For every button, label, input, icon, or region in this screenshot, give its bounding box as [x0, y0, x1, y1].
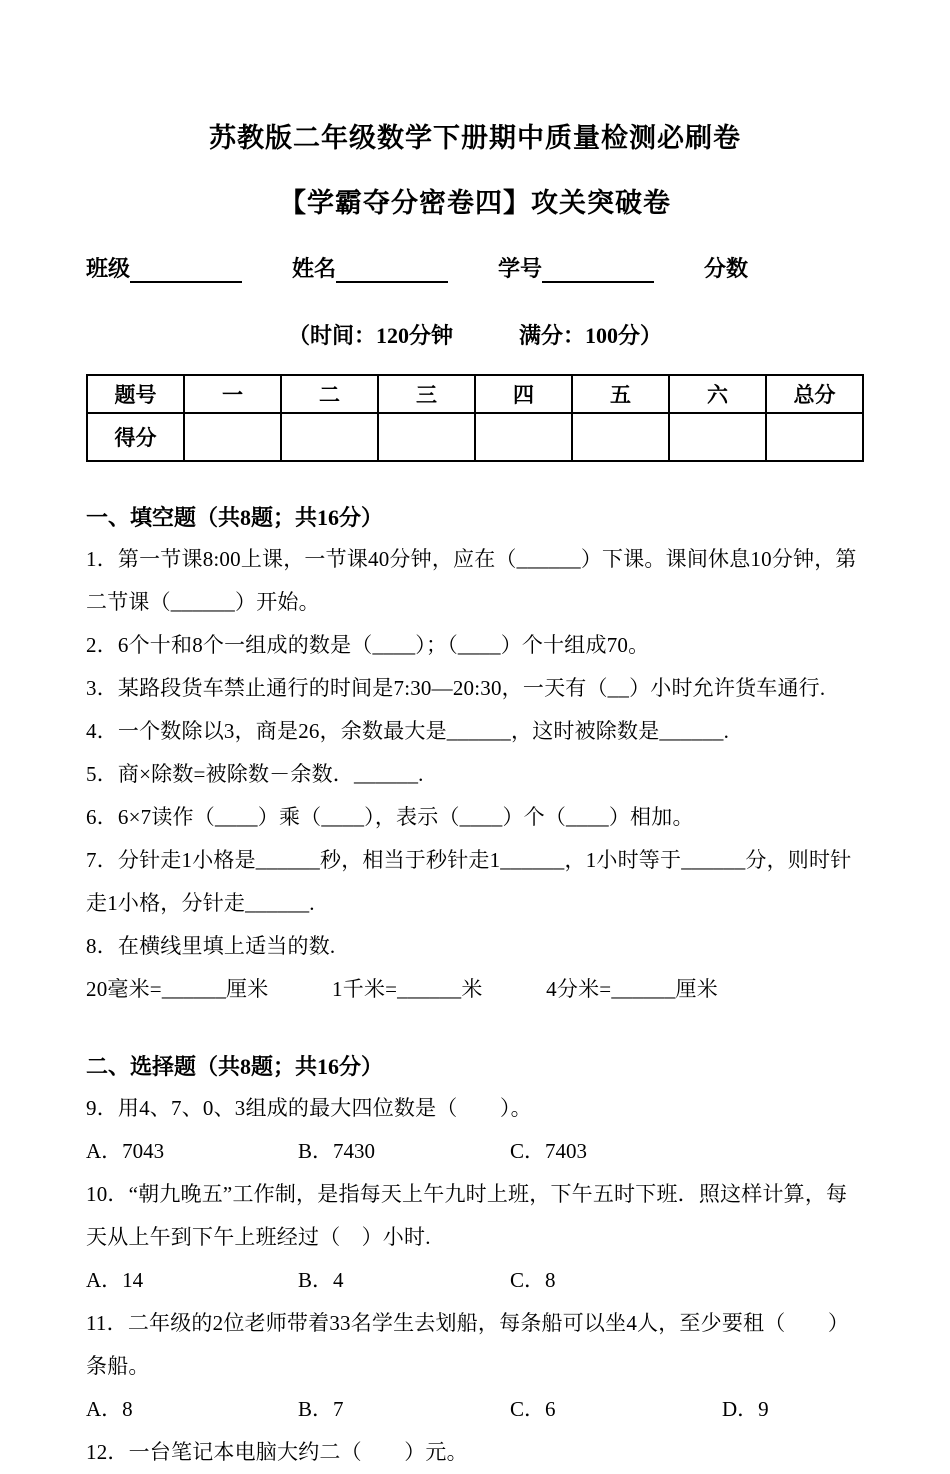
score-table-header-row	[87, 375, 863, 413]
question-text: 6．6×7读作（____）乘（____），表示（____）个（____）相加。	[86, 805, 694, 829]
score-table-score-cell	[475, 413, 572, 461]
option-item: A．14	[86, 1268, 144, 1292]
info-field	[292, 252, 448, 283]
question-text: 11．二年级的2位老师带着33名学生去划船，每条船可以坐4人，至少要租（ ）条船。	[86, 1311, 850, 1378]
score-table	[86, 374, 864, 462]
option-row	[86, 1130, 864, 1173]
section-title: 一、填空题（共8题；共16分）	[86, 505, 384, 530]
option-item: B．7430	[298, 1139, 376, 1163]
info-field-label: 班级	[86, 256, 131, 281]
score-table-header-cell: 五	[572, 375, 669, 413]
score-table-header-cell: 三	[378, 375, 475, 413]
info-field	[498, 252, 654, 283]
score-table-score-row	[87, 413, 863, 461]
section-title: 二、选择题（共8题；共16分）	[86, 1054, 384, 1079]
question-text: 3．某路段货车禁止通行的时间是7:30—20:30，一天有（__）小时允许货车通行.	[86, 676, 826, 700]
question-text: 2．6个十和8个一组成的数是（____）；（____）个十组成70。	[86, 633, 650, 657]
score-table-header-cell: 题号	[87, 375, 184, 413]
question-text: 20毫米=______厘米 1千米=______米 4分米=______厘米	[86, 977, 718, 1001]
score-table-header-cell: 二	[281, 375, 378, 413]
option-item: C．6	[510, 1397, 556, 1421]
info-field-label: 学号	[498, 256, 543, 281]
score-table-score-cell	[572, 413, 669, 461]
info-field-label: 分数	[704, 256, 749, 281]
option-item: B．4	[298, 1268, 344, 1292]
score-table-score-cell	[378, 413, 475, 461]
score-table-score-cell: 得分	[87, 413, 184, 461]
score-table-score-cell	[184, 413, 281, 461]
exam-title: 苏教版二年级数学下册期中质量检测必刷卷	[209, 123, 741, 153]
score-table-header-cell: 四	[475, 375, 572, 413]
score-table-header-cell: 六	[669, 375, 766, 413]
option-row	[86, 1388, 864, 1431]
option-item: C．7403	[510, 1139, 588, 1163]
option-row	[86, 1259, 864, 1302]
option-item: D．9	[722, 1397, 769, 1421]
info-field	[704, 252, 748, 283]
score-table-score-cell	[669, 413, 766, 461]
exam-meta: （时间：120分钟 满分：100分）	[287, 323, 662, 348]
score-table-score-cell	[766, 413, 863, 461]
score-table-header-cell: 一	[184, 375, 281, 413]
option-item: A．8	[86, 1397, 133, 1421]
info-field-label: 姓名	[292, 256, 337, 281]
option-item: A．7043	[86, 1139, 165, 1163]
question-text: 1．第一节课8:00上课，一节课40分钟，应在（______）下课。课间休息10分钟，第二节课（______）开始。	[86, 547, 857, 614]
info-field-blank	[130, 259, 242, 283]
question-text: 10．“朝九晚五”工作制，是指每天上午九时上班，下午五时下班．照这样计算，每天从上午到下午上班经过（ ）小时.	[86, 1182, 848, 1249]
score-table-score-cell	[281, 413, 378, 461]
question-sections	[86, 498, 864, 1474]
option-item: B．7	[298, 1397, 344, 1421]
student-info-line	[86, 252, 864, 283]
info-field-blank	[542, 259, 654, 283]
score-table-header-cell: 总分	[766, 375, 863, 413]
info-field-blank	[336, 259, 448, 283]
question-text: 5．商×除数=被除数－余数．______.	[86, 762, 424, 786]
question-text: 8．在横线里填上适当的数.	[86, 934, 336, 958]
option-item: C．8	[510, 1268, 556, 1292]
info-field	[86, 252, 242, 283]
question-text: 12．一台笔记本电脑大约二（ ）元。	[86, 1440, 468, 1464]
question-text: 7．分针走1小格是______秒，相当于秒针走1______，1小时等于______分，则时针走1小格，分针走______.	[86, 848, 852, 915]
question-text: 4．一个数除以3，商是26，余数最大是______，这时被除数是______.	[86, 719, 730, 743]
exam-subtitle: 【学霸夺分密卷四】攻关突破卷	[279, 188, 671, 218]
question-text: 9．用4、7、0、3组成的最大四位数是（ ）。	[86, 1096, 532, 1120]
